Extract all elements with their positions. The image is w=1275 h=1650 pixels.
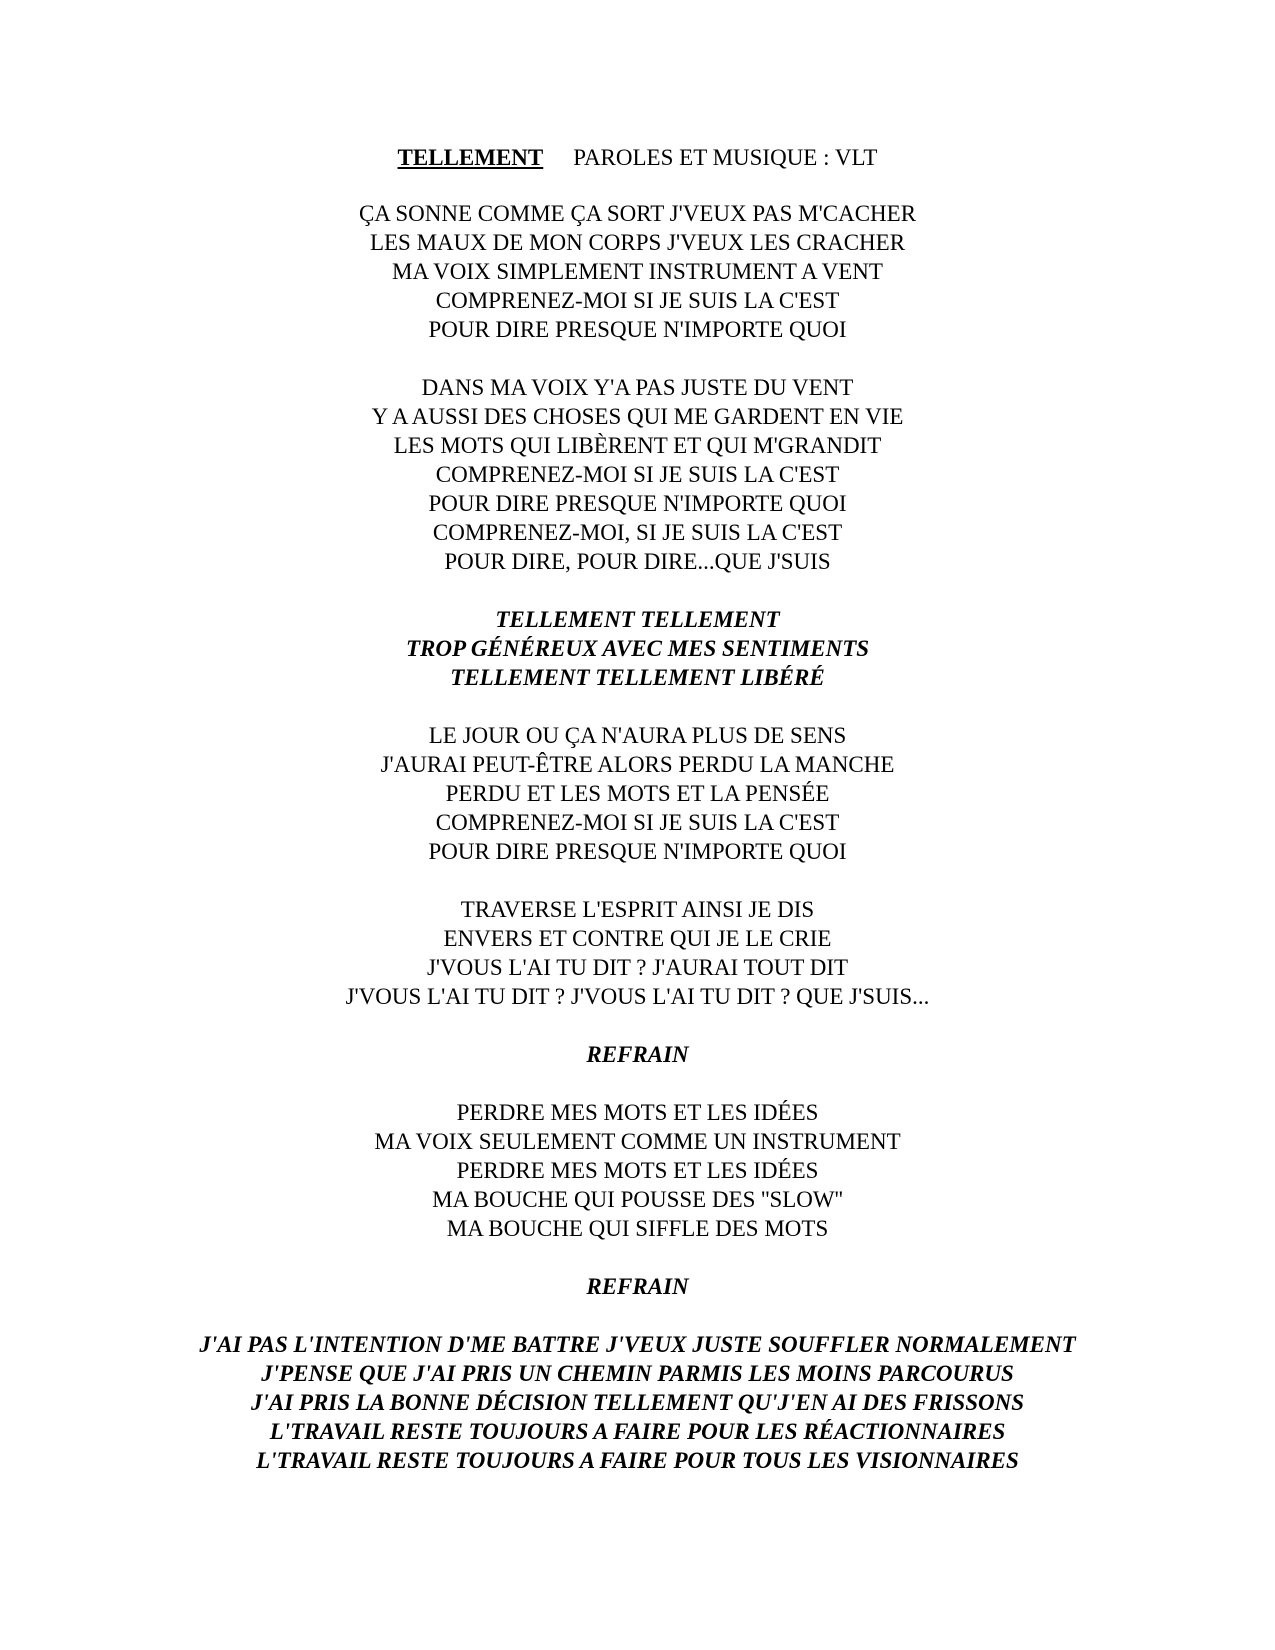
verse-1 [0,199,1275,344]
outro-line: L'TRAVAIL RESTE TOUJOURS A FAIRE POUR TOUS LES VISIONNAIRES [256,1448,1019,1473]
lyric-line: Y A AUSSI DES CHOSES QUI ME GARDENT EN VIE [371,404,904,429]
chorus-line: TELLEMENT TELLEMENT LIBÉRÉ [450,665,825,690]
lyric-line: MA BOUCHE QUI SIFFLE DES MOTS [446,1216,829,1241]
bridge [0,1098,1275,1243]
lyric-line: LES MOTS QUI LIBÈRENT ET QUI M'GRANDIT [393,433,882,458]
lyric-line: COMPRENEZ-MOI, SI JE SUIS LA C'EST [432,520,843,545]
chorus [0,605,1275,692]
song-heading [0,143,1275,172]
lyric-line: ÇA SONNE COMME ÇA SORT J'VEUX PAS M'CACHER [358,201,917,226]
outro-line: J'PENSE QUE J'AI PRIS UN CHEMIN PARMIS LES MOINS PARCOURUS [261,1361,1014,1386]
lyric-line: PERDRE MES MOTS ET LES IDÉES [456,1100,819,1125]
lyric-line: COMPRENEZ-MOI SI JE SUIS LA C'EST [435,462,840,487]
verse-4 [0,895,1275,1011]
lyric-line: MA VOIX SIMPLEMENT INSTRUMENT A VENT [392,259,883,284]
verse-2 [0,373,1275,576]
chorus-line: TELLEMENT TELLEMENT [495,607,780,632]
outro-line: J'AI PRIS LA BONNE DÉCISION TELLEMENT QU'J'EN AI DES FRISSONS [250,1390,1025,1415]
song-credits: PAROLES ET MUSIQUE : VLT [573,145,878,170]
refrain-label: REFRAIN [586,1042,689,1067]
lyric-line: TRAVERSE L'ESPRIT AINSI JE DIS [460,897,815,922]
lyric-line: COMPRENEZ-MOI SI JE SUIS LA C'EST [435,288,840,313]
lyrics-page [0,143,1275,1475]
lyric-line: POUR DIRE, POUR DIRE...QUE J'SUIS [444,549,831,574]
chorus-line: TROP GÉNÉREUX AVEC MES SENTIMENTS [405,636,870,661]
outro-line: L'TRAVAIL RESTE TOUJOURS A FAIRE POUR LES RÉACTIONNAIRES [269,1419,1006,1444]
outro-line: J'AI PAS L'INTENTION D'ME BATTRE J'VEUX JUSTE SOUFFLER NORMALEMENT [199,1332,1076,1357]
lyric-line: PERDRE MES MOTS ET LES IDÉES [456,1158,819,1183]
lyric-line: LE JOUR OU ÇA N'AURA PLUS DE SENS [428,723,847,748]
lyric-line: POUR DIRE PRESQUE N'IMPORTE QUOI [428,839,847,864]
lyric-line: LES MAUX DE MON CORPS J'VEUX LES CRACHER [369,230,906,255]
lyric-line: POUR DIRE PRESQUE N'IMPORTE QUOI [428,491,847,516]
lyric-line: COMPRENEZ-MOI SI JE SUIS LA C'EST [435,810,840,835]
song-title: TELLEMENT [397,145,544,170]
lyric-line: POUR DIRE PRESQUE N'IMPORTE QUOI [428,317,847,342]
outro [0,1330,1275,1475]
lyric-line: J'VOUS L'AI TU DIT ? J'AURAI TOUT DIT [426,955,849,980]
lyric-line: MA VOIX SEULEMENT COMME UN INSTRUMENT [374,1129,901,1154]
lyric-line: J'VOUS L'AI TU DIT ? J'VOUS L'AI TU DIT ? QUE J'SUIS... [345,984,930,1009]
lyric-line: ENVERS ET CONTRE QUI JE LE CRIE [443,926,832,951]
verse-3 [0,721,1275,866]
lyric-line: MA BOUCHE QUI POUSSE DES ''SLOW'' [432,1187,843,1212]
lyric-line: DANS MA VOIX Y'A PAS JUSTE DU VENT [421,375,854,400]
lyric-line: J'AURAI PEUT-ÊTRE ALORS PERDU LA MANCHE [380,752,895,777]
refrain-label: REFRAIN [586,1274,689,1299]
lyric-line: PERDU ET LES MOTS ET LA PENSÉE [445,781,830,806]
